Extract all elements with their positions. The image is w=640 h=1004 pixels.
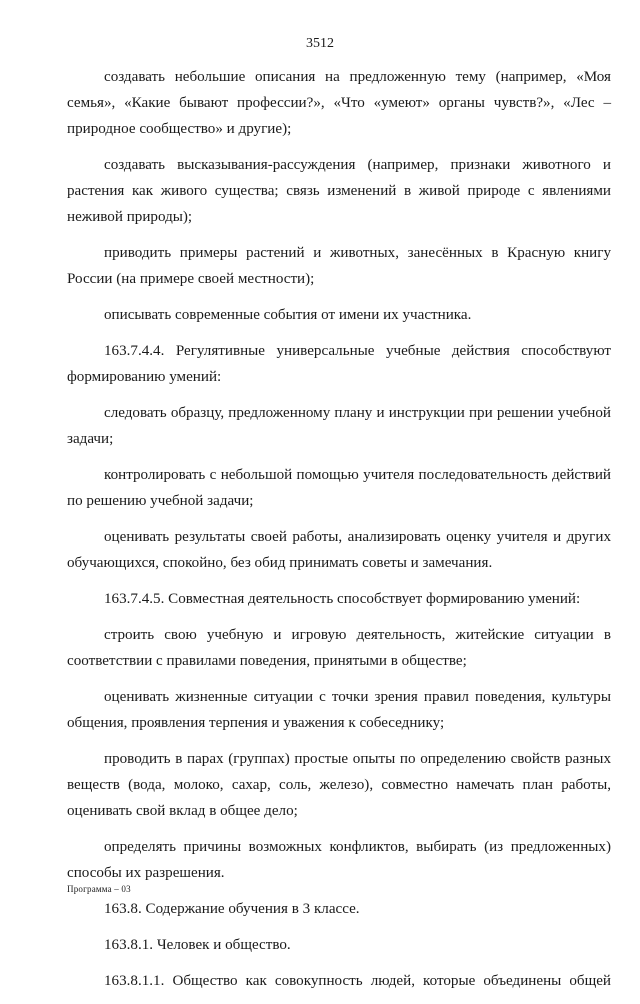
subsection-heading-human-society: 163.8.1. Человек и общество. — [104, 937, 291, 953]
paragraph-red-book: приводить примеры растений и животных, занесённых в Красную книгу России (на примере своей местности); — [67, 245, 611, 287]
paragraph-evaluate-situations: оценивать жизненные ситуации с точки зрения правил поведения, культуры общения, проявления терпения и уважения к собеседнику; — [67, 689, 611, 731]
paragraph-descriptions: создавать небольшие описания на предложенную тему (например, «Моя семья», «Какие бывают профессии?», «Что «умеют» органы чувств?», «Лес – природное сообщество» и другие); — [67, 69, 611, 137]
paragraph-follow-sample: следовать образцу, предложенному плану и инструкции при решении учебной задачи; — [67, 405, 611, 447]
paragraph-evaluate-results: оценивать результаты своей работы, анализировать оценку учителя и других обучающихся, спокойно, без обид принимать советы и замечания. — [67, 529, 611, 571]
paragraph-joint-activity: 163.7.4.5. Совместная деятельность способствует формированию умений: — [104, 591, 581, 607]
paragraph-events: описывать современные события от имени их участника. — [104, 307, 472, 323]
paragraph-control-sequence: контролировать с небольшой помощью учителя последовательность действий по решению учебной задачи; — [67, 467, 611, 509]
paragraph-conflicts: определять причины возможных конфликтов, выбирать (из предложенных) способы их разрешения. — [67, 839, 611, 881]
paragraph-reasoning: создавать высказывания-рассуждения (например, признаки животного и растения как живого существа; связь изменений в живой природе с явлениями неживой природы); — [67, 157, 611, 225]
section-heading-grade-3: 163.8. Содержание обучения в 3 классе. — [104, 901, 360, 917]
paragraph-experiments: проводить в парах (группах) простые опыты по определению свойств разных веществ (вода, молоко, сахар, соль, железо), совместно намечать план работы, оценивать свой вклад в общее дело; — [67, 751, 611, 819]
page-footer: Программа – 03 — [67, 884, 131, 894]
paragraph-society-definition: 163.8.1.1. Общество как совокупность людей, которые объединены общей — [104, 973, 611, 989]
page-number: 3512 — [306, 36, 334, 51]
paragraph-build-activity: строить свою учебную и игровую деятельность, житейские ситуации в соответствии с правилами поведения, принятыми в обществе; — [67, 627, 611, 669]
paragraph-regulative-actions: 163.7.4.4. Регулятивные универсальные учебные действия способствуют формированию умений: — [67, 343, 611, 385]
document-body — [67, 64, 611, 1004]
